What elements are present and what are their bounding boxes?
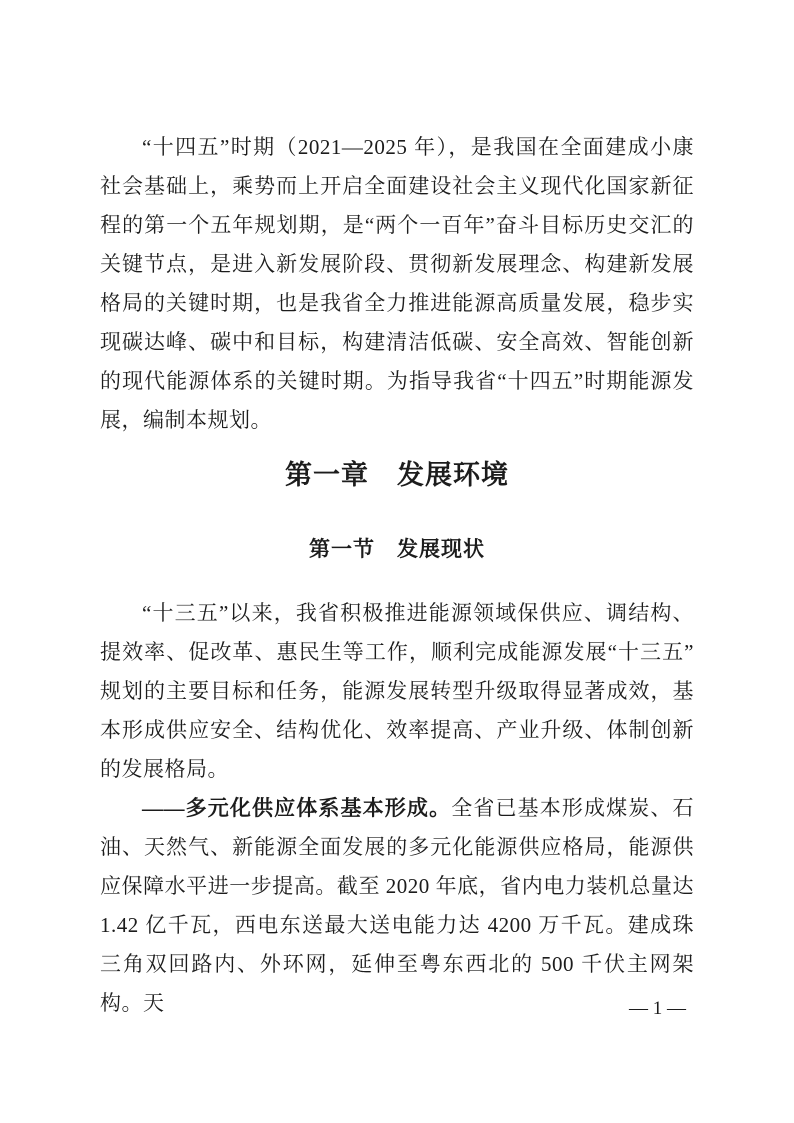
supply-paragraph [100,789,694,1023]
page-content [100,128,694,1023]
chapter-heading: 第一章 发展环境 [285,460,509,490]
section-heading: 第一节 发展现状 [309,538,485,561]
supply-paragraph-lead: ——多元化供应体系基本形成。 [142,796,452,820]
intro-paragraph: “十四五”时期（2021—2025 年），是我国在全面建成小康社会基础上，乘势而上开启全面建设社会主义现代化国家新征程的第一个五年规划期，是“两个一百年”奋斗目标历史交汇的关键节点，是进入新发展阶段、贯彻新发展理念、构建新发展格局的关键时期，也是我省全力推进能源高质量发展，稳步实现碳达峰、碳中和目标，构建清洁低碳、安全高效、智能创新的现代能源体系的关键时期。为指导我省“十四五”时期能源发展，编制本规划。 [100,135,694,432]
supply-paragraph-body: 全省已基本形成煤炭、石油、天然气、新能源全面发展的多元化能源供应格局，能源供应保障水平进一步提高。截至 2020 年底，省内电力装机总量达 1.42 亿千瓦，西电东送最大送电能力达 4200 万千瓦。建成珠三角双回路内、外环网，延伸至粤东西北的 500 千伏主网架构。天 [100,796,695,1015]
page-number: — 1 — [629,998,686,1019]
status-paragraph: “十三五”以来，我省积极推进能源领域保供应、调结构、提效率、促改革、惠民生等工作，顺利完成能源发展“十三五”规划的主要目标和任务，能源发展转型升级取得显著成效，基本形成供应安全、结构优化、效率提高、产业升级、体制创新的发展格局。 [100,601,694,781]
